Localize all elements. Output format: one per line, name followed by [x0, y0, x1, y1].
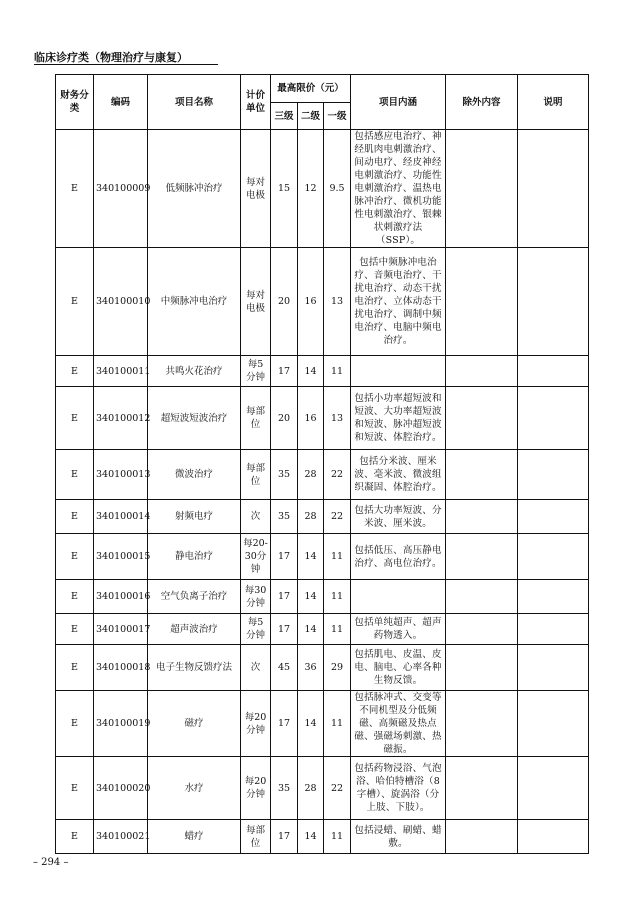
cell-price-level1: 11 [324, 356, 351, 387]
cell-unit: 每对电极 [241, 130, 271, 248]
cell-code: 340100012 [94, 387, 148, 450]
cell-notes [518, 645, 589, 691]
cell-price-level1: 22 [324, 500, 351, 534]
cell-category: E [56, 614, 94, 645]
cell-price-level2: 36 [298, 645, 324, 691]
cell-price-level1: 11 [324, 691, 351, 757]
cell-price-level1: 22 [324, 450, 351, 500]
header-content: 项目内涵 [351, 75, 446, 130]
cell-unit: 每部位 [241, 450, 271, 500]
cell-excluded [446, 356, 518, 387]
header-excluded: 除外内容 [446, 75, 518, 130]
cell-price-level3: 45 [271, 645, 298, 691]
cell-name: 共鸣火花治疗 [148, 356, 241, 387]
cell-excluded [446, 645, 518, 691]
header-underline [34, 64, 218, 65]
table-row [56, 757, 589, 820]
price-table [55, 74, 589, 854]
cell-price-level3: 20 [271, 248, 298, 356]
cell-unit: 每20分钟 [241, 691, 271, 757]
cell-unit: 每对电极 [241, 248, 271, 356]
cell-excluded [446, 820, 518, 854]
cell-category: E [56, 820, 94, 854]
cell-content: 包括大功率短波、分米波、厘米波。 [351, 500, 446, 534]
cell-name: 静电治疗 [148, 534, 241, 580]
cell-code: 340100015 [94, 534, 148, 580]
cell-category: E [56, 356, 94, 387]
cell-category: E [56, 534, 94, 580]
cell-price-level1: 13 [324, 248, 351, 356]
cell-price-level1: 11 [324, 614, 351, 645]
cell-price-level2: 14 [298, 356, 324, 387]
cell-notes [518, 580, 589, 614]
cell-name: 蜡疗 [148, 820, 241, 854]
table-row [56, 580, 589, 614]
cell-content [351, 580, 446, 614]
cell-notes [518, 500, 589, 534]
cell-excluded [446, 691, 518, 757]
cell-content: 包括感应电治疗、神经肌肉电刺激治疗、间动电疗、经皮神经电刺激治疗、功能性电刺激治疗、温热电脉冲治疗、微机功能性电刺激治疗、银棘状刺激疗法（SSP）。 [351, 130, 446, 248]
cell-name: 超声波治疗 [148, 614, 241, 645]
cell-category: E [56, 757, 94, 820]
table-row [56, 450, 589, 500]
cell-name: 微波治疗 [148, 450, 241, 500]
cell-name: 空气负离子治疗 [148, 580, 241, 614]
cell-content: 包括脉冲式、交变等不同机型及分低频磁、高频磁及热点磁、强磁场刺激、热磁振。 [351, 691, 446, 757]
cell-price-level3: 17 [271, 691, 298, 757]
cell-price-level3: 15 [271, 130, 298, 248]
cell-content: 包括分米波、厘米波、毫米波、微波组织凝固、体腔治疗。 [351, 450, 446, 500]
cell-excluded [446, 450, 518, 500]
table-row [56, 500, 589, 534]
table-row [56, 387, 589, 450]
cell-price-level2: 28 [298, 500, 324, 534]
cell-notes [518, 356, 589, 387]
cell-code: 340100013 [94, 450, 148, 500]
cell-price-level2: 14 [298, 614, 324, 645]
cell-code: 340100019 [94, 691, 148, 757]
cell-name: 中频脉冲电治疗 [148, 248, 241, 356]
cell-price-level1: 13 [324, 387, 351, 450]
cell-name: 射频电疗 [148, 500, 241, 534]
cell-price-level2: 28 [298, 450, 324, 500]
cell-excluded [446, 580, 518, 614]
cell-price-level3: 35 [271, 500, 298, 534]
cell-category: E [56, 691, 94, 757]
table-row [56, 130, 589, 248]
header-name: 项目名称 [148, 75, 241, 130]
cell-category: E [56, 645, 94, 691]
cell-content: 包括低压、高压静电治疗、高电位治疗。 [351, 534, 446, 580]
header-unit: 计价单位 [241, 75, 271, 130]
cell-category: E [56, 387, 94, 450]
cell-category: E [56, 130, 94, 248]
cell-notes [518, 248, 589, 356]
header-level1: 一级 [324, 103, 351, 130]
header-max-price: 最高限价（元） [271, 75, 351, 103]
cell-excluded [446, 500, 518, 534]
cell-name: 低频脉冲治疗 [148, 130, 241, 248]
page-header-title: 临床诊疗类（物理治疗与康复） [34, 51, 188, 64]
cell-price-level2: 12 [298, 130, 324, 248]
cell-unit: 次 [241, 645, 271, 691]
cell-category: E [56, 450, 94, 500]
cell-notes [518, 691, 589, 757]
cell-name: 水疗 [148, 757, 241, 820]
cell-content: 包括单纯超声、超声药物透入。 [351, 614, 446, 645]
cell-code: 340100009 [94, 130, 148, 248]
cell-category: E [56, 580, 94, 614]
table-row [56, 356, 589, 387]
cell-price-level3: 17 [271, 356, 298, 387]
page-number: – 294 – [33, 857, 69, 868]
cell-code: 340100021 [94, 820, 148, 854]
cell-price-level3: 17 [271, 534, 298, 580]
table-row [56, 248, 589, 356]
cell-price-level1: 11 [324, 534, 351, 580]
cell-category: E [56, 248, 94, 356]
cell-price-level2: 14 [298, 580, 324, 614]
cell-excluded [446, 248, 518, 356]
header-notes: 说明 [518, 75, 589, 130]
cell-price-level1: 11 [324, 580, 351, 614]
cell-excluded [446, 757, 518, 820]
cell-price-level1: 29 [324, 645, 351, 691]
cell-price-level1: 11 [324, 820, 351, 854]
cell-excluded [446, 130, 518, 248]
cell-price-level3: 20 [271, 387, 298, 450]
cell-price-level1: 22 [324, 757, 351, 820]
cell-price-level2: 14 [298, 534, 324, 580]
cell-content: 包括肌电、皮温、皮电、脑电、心率各种生物反馈。 [351, 645, 446, 691]
cell-price-level1: 9.5 [324, 130, 351, 248]
header-category: 财务分类 [56, 75, 94, 130]
cell-unit: 每20分钟 [241, 757, 271, 820]
cell-content: 包括小功率超短波和短波、大功率超短波和短波、脉冲超短波和短波、体腔治疗。 [351, 387, 446, 450]
cell-content: 包括药物浸浴、气泡浴、哈伯特槽浴（8字槽）、旋涡浴（分上肢、下肢）。 [351, 757, 446, 820]
cell-code: 340100020 [94, 757, 148, 820]
cell-price-level3: 17 [271, 820, 298, 854]
cell-excluded [446, 614, 518, 645]
cell-unit: 次 [241, 500, 271, 534]
cell-unit: 每部位 [241, 387, 271, 450]
cell-unit: 每5分钟 [241, 614, 271, 645]
cell-unit: 每20-30分钟 [241, 534, 271, 580]
cell-unit: 每30分钟 [241, 580, 271, 614]
cell-category: E [56, 500, 94, 534]
cell-price-level2: 14 [298, 691, 324, 757]
cell-name: 电子生物反馈疗法 [148, 645, 241, 691]
cell-notes [518, 450, 589, 500]
cell-price-level2: 14 [298, 820, 324, 854]
cell-code: 340100016 [94, 580, 148, 614]
cell-price-level3: 17 [271, 580, 298, 614]
cell-content: 包括中频脉冲电治疗、音频电治疗、干扰电治疗、动态干扰电治疗、立体动态干扰电治疗、调制中频电治疗、电脑中频电治疗。 [351, 248, 446, 356]
cell-notes [518, 820, 589, 854]
cell-notes [518, 614, 589, 645]
cell-unit: 每部位 [241, 820, 271, 854]
table-row [56, 534, 589, 580]
cell-price-level2: 28 [298, 757, 324, 820]
cell-unit: 每5分钟 [241, 356, 271, 387]
cell-code: 340100017 [94, 614, 148, 645]
cell-notes [518, 387, 589, 450]
cell-name: 超短波短波治疗 [148, 387, 241, 450]
cell-code: 340100018 [94, 645, 148, 691]
cell-name: 磁疗 [148, 691, 241, 757]
cell-notes [518, 130, 589, 248]
table-row [56, 614, 589, 645]
cell-price-level2: 16 [298, 248, 324, 356]
cell-code: 340100010 [94, 248, 148, 356]
header-code: 编码 [94, 75, 148, 130]
cell-excluded [446, 534, 518, 580]
cell-code: 340100011 [94, 356, 148, 387]
header-level3: 三级 [271, 103, 298, 130]
table-row [56, 691, 589, 757]
cell-content: 包括浸蜡、刷蜡、蜡敷。 [351, 820, 446, 854]
cell-content [351, 356, 446, 387]
cell-code: 340100014 [94, 500, 148, 534]
cell-notes [518, 757, 589, 820]
table-row [56, 820, 589, 854]
cell-notes [518, 534, 589, 580]
cell-price-level2: 16 [298, 387, 324, 450]
cell-price-level3: 17 [271, 614, 298, 645]
cell-price-level3: 35 [271, 450, 298, 500]
header-level2: 二级 [298, 103, 324, 130]
cell-excluded [446, 387, 518, 450]
cell-price-level3: 35 [271, 757, 298, 820]
table-row [56, 645, 589, 691]
